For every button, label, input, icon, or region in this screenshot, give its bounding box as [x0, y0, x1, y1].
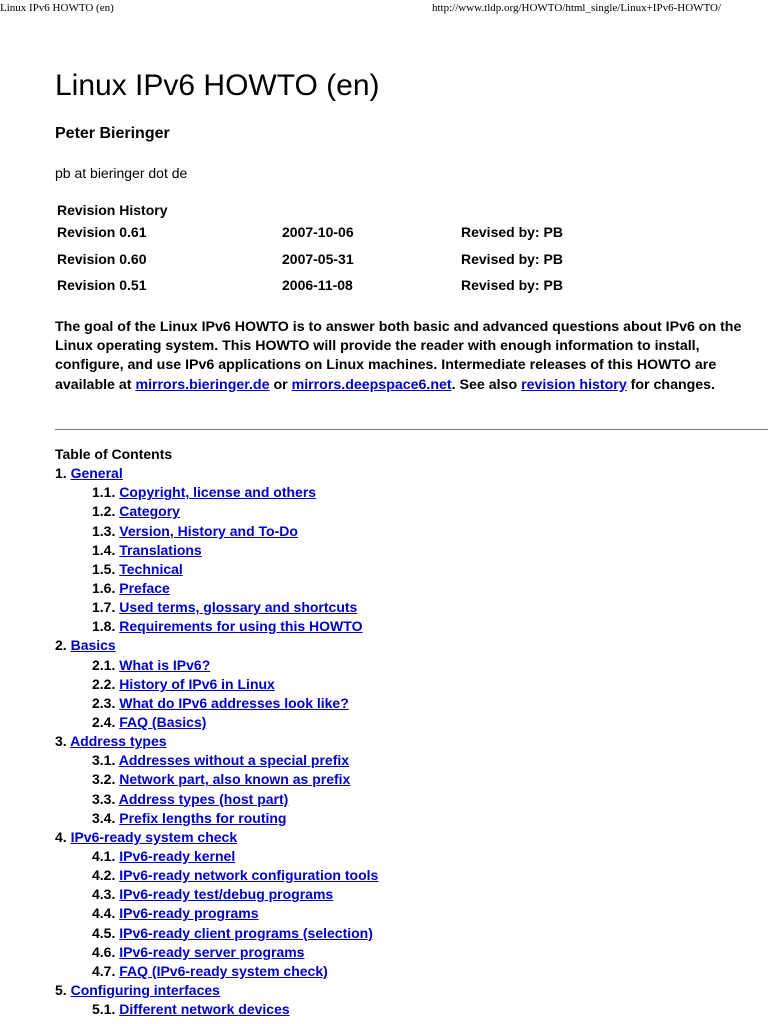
- toc-entry-number: 3.: [55, 733, 67, 750]
- toc-subsection-entry: [55, 904, 755, 923]
- toc-link[interactable]: FAQ (IPv6-ready system check): [119, 962, 328, 979]
- toc-link[interactable]: Address types (host part): [118, 790, 289, 807]
- revision-row: [57, 275, 563, 302]
- toc-link[interactable]: What do IPv6 addresses look like?: [119, 694, 349, 711]
- toc-entry-number: 4.7.: [92, 962, 116, 979]
- toc-link[interactable]: Copyright, license and others: [119, 484, 317, 501]
- toc-entry-number: 2.3.: [92, 694, 116, 711]
- toc-subsection-entry: [55, 560, 755, 579]
- revision-author: Revised by: PB: [461, 277, 563, 293]
- toc-entry-number: 4.4.: [92, 905, 116, 922]
- horizontal-rule: [55, 429, 768, 430]
- toc-subsection-entry: [55, 502, 755, 521]
- toc-entry-number: 2.4.: [92, 713, 116, 730]
- toc-link[interactable]: History of IPv6 in Linux: [119, 675, 275, 692]
- toc-link[interactable]: IPv6-ready system check: [70, 828, 238, 845]
- toc-link[interactable]: IPv6-ready test/debug programs: [119, 886, 334, 903]
- toc-entry-number: 3.1.: [92, 752, 116, 769]
- toc-entry-number: 1.3.: [92, 522, 116, 539]
- toc-subsection-entry: [55, 809, 755, 828]
- toc-link[interactable]: Requirements for using this HOWTO: [119, 618, 363, 635]
- revision-date: 2007-05-31: [282, 250, 354, 267]
- revision-history-table: [57, 198, 563, 302]
- revision-number: Revision 0.60: [57, 250, 147, 267]
- toc-subsection-entry: [55, 962, 755, 981]
- toc-section-entry: [55, 981, 755, 1000]
- toc-entry-number: 1.5.: [92, 560, 116, 577]
- toc-entry-number: 5.1.: [92, 1001, 116, 1018]
- toc-subsection-entry: [55, 751, 755, 770]
- toc-entry-number: 3.4.: [92, 809, 116, 826]
- toc-subsection-entry: [55, 885, 755, 904]
- toc-link[interactable]: IPv6-ready kernel: [119, 847, 236, 864]
- print-header-url: http://www.tldp.org/HOWTO/html_single/Linux+IPv6-HOWTO/: [432, 2, 722, 14]
- toc-entry-number: 4.5.: [92, 924, 116, 941]
- toc-entry-number: 1.2.: [92, 503, 116, 520]
- toc-subsection-entry: [55, 713, 755, 732]
- revision-number: Revision 0.51: [57, 277, 147, 293]
- toc-subsection-entry: [55, 656, 755, 675]
- toc-entry-number: 4.: [55, 828, 67, 845]
- print-header: [0, 0, 768, 16]
- mirror-link-bieringer[interactable]: mirrors.bieringer.de: [135, 376, 270, 393]
- toc-subsection-entry: [55, 1000, 755, 1019]
- toc-entry-number: 1.1.: [92, 484, 116, 501]
- abstract: [55, 318, 745, 395]
- toc-subsection-entry: [55, 675, 755, 694]
- toc-subsection-entry: [55, 924, 755, 943]
- toc-section-entry: [55, 828, 755, 847]
- toc-link[interactable]: Basics: [70, 637, 116, 654]
- toc-subsection-entry: [55, 694, 755, 713]
- revision-date: 2007-10-06: [282, 224, 354, 240]
- toc-section-entry: [55, 732, 755, 751]
- toc-link[interactable]: Technical: [119, 560, 183, 577]
- toc-subsection-entry: [55, 943, 755, 962]
- abstract-text: or: [269, 376, 292, 393]
- toc-subsection-entry: [55, 617, 755, 636]
- toc-link[interactable]: Translations: [119, 541, 202, 558]
- toc-entry-number: 2.: [55, 637, 67, 654]
- toc-subsection-entry: [55, 579, 755, 598]
- revision-history-caption: Revision History: [57, 202, 168, 218]
- revision-history-link[interactable]: revision history: [521, 376, 627, 393]
- toc-entry-number: 1.4.: [92, 541, 116, 558]
- toc-link[interactable]: Used terms, glossary and shortcuts: [119, 599, 358, 616]
- toc-entry-number: 2.2.: [92, 675, 116, 692]
- toc-link[interactable]: Address types: [70, 733, 167, 750]
- toc-entry-number: 3.2.: [92, 771, 116, 788]
- toc-entry-number: 5.: [55, 981, 67, 998]
- revision-number: Revision 0.61: [57, 224, 147, 240]
- toc-link[interactable]: Configuring interfaces: [70, 981, 220, 998]
- toc-entry-number: 4.2.: [92, 867, 116, 884]
- revision-author: Revised by: PB: [461, 224, 563, 240]
- toc-subsection-entry: [55, 770, 755, 789]
- toc-link[interactable]: Prefix lengths for routing: [119, 809, 287, 826]
- toc-section-entry: [55, 636, 755, 655]
- toc-entry-number: 1.7.: [92, 599, 116, 616]
- toc-subsection-entry: [55, 522, 755, 541]
- toc-link[interactable]: Different network devices: [119, 1001, 290, 1018]
- table-of-contents: [55, 445, 755, 1019]
- toc-subsection-entry: [55, 866, 755, 885]
- abstract-text: The goal of the Linux IPv6 HOWTO is to answer both basic and advanced questions about IPv6 on the Linux operating system. This HOWTO will provide the reader with enough information to install, configure, and use IPv6 applications on Linux machines. Intermediate releases of this HOWTO are available at: [55, 319, 742, 393]
- toc-link[interactable]: Category: [119, 503, 180, 520]
- toc-entry-number: 1.8.: [92, 618, 116, 635]
- revision-row: [57, 249, 563, 276]
- toc-entry-number: 2.1.: [92, 656, 116, 673]
- abstract-text: for changes.: [626, 376, 716, 393]
- toc-link[interactable]: FAQ (Basics): [119, 713, 207, 730]
- toc-link[interactable]: General: [70, 465, 123, 482]
- revision-date: 2006-11-08: [282, 277, 353, 293]
- toc-entry-number: 4.3.: [92, 886, 116, 903]
- toc-entry-number: 4.1.: [92, 847, 116, 864]
- toc-link[interactable]: IPv6-ready client programs (selection): [119, 924, 373, 941]
- toc-subsection-entry: [55, 598, 755, 617]
- toc-link[interactable]: Preface: [119, 579, 170, 596]
- abstract-text: . See also: [451, 376, 522, 393]
- author-name: Peter Bieringer: [55, 125, 170, 142]
- toc-link[interactable]: Network part, also known as prefix: [119, 771, 351, 788]
- mirror-link-deepspace6[interactable]: mirrors.deepspace6.net: [291, 376, 452, 393]
- toc-entry-number: 3.3.: [92, 790, 116, 807]
- toc-link[interactable]: IPv6-ready network configuration tools: [119, 867, 379, 884]
- toc-entry-number: 4.6.: [92, 943, 116, 960]
- toc-list: [55, 464, 755, 1019]
- page-title: Linux IPv6 HOWTO (en): [55, 69, 380, 102]
- toc-link[interactable]: IPv6-ready programs: [119, 905, 259, 922]
- toc-subsection-entry: [55, 847, 755, 866]
- toc-link[interactable]: Version, History and To-Do: [119, 522, 298, 539]
- print-header-title: Linux IPv6 HOWTO (en): [0, 2, 114, 14]
- toc-link[interactable]: Addresses without a special prefix: [118, 752, 350, 769]
- revision-row: [57, 222, 563, 249]
- toc-link[interactable]: IPv6-ready server programs: [119, 943, 305, 960]
- toc-subsection-entry: [55, 790, 755, 809]
- toc-subsection-entry: [55, 541, 755, 560]
- toc-subsection-entry: [55, 483, 755, 502]
- toc-link[interactable]: What is IPv6?: [119, 656, 211, 673]
- toc-title: Table of Contents: [55, 446, 173, 462]
- revision-author: Revised by: PB: [461, 250, 563, 267]
- author-email: pb at bieringer dot de: [55, 165, 188, 181]
- toc-section-entry: [55, 464, 755, 483]
- toc-entry-number: 1.: [55, 465, 67, 482]
- toc-entry-number: 1.6.: [92, 579, 116, 596]
